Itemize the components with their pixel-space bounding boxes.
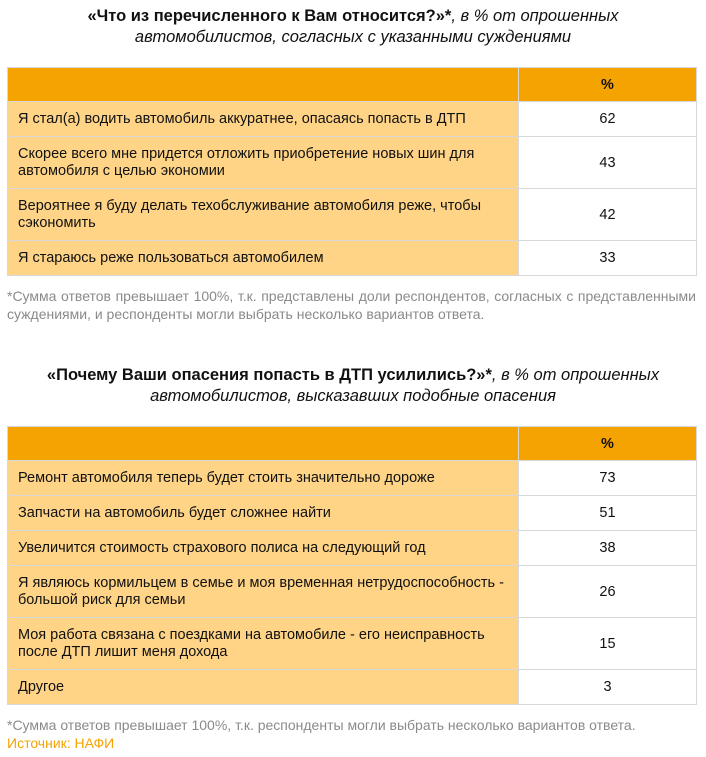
row-label: Увеличится стоимость страхового полиса на следующий год xyxy=(8,531,519,566)
row-label: Ремонт автомобиля теперь будет стоить значительно дороже xyxy=(8,461,519,496)
row-value: 51 xyxy=(519,496,697,531)
section2-footnote: *Сумма ответов превышает 100%, т.к. респонденты могли выбрать несколько вариантов ответа. xyxy=(7,717,636,733)
table-row xyxy=(8,670,697,705)
table-row xyxy=(8,189,697,241)
header-blank-cell xyxy=(8,68,519,102)
table-row xyxy=(8,241,697,276)
row-label: Другое xyxy=(8,670,519,705)
table-row xyxy=(8,137,697,189)
row-value: 26 xyxy=(519,566,697,618)
section2-question: «Почему Ваши опасения попасть в ДТП усилились?» xyxy=(46,366,486,384)
section2-desc-line1: , в % от опрошенных xyxy=(491,366,660,384)
row-value: 33 xyxy=(519,241,697,276)
table-row xyxy=(8,496,697,531)
table-section2 xyxy=(7,426,697,705)
row-label: Моя работа связана с поездками на автомобиле - его неисправность после ДТП лишит меня дохода xyxy=(8,618,519,670)
row-value: 38 xyxy=(519,531,697,566)
section1-desc-line2: автомобилистов, согласных с указанными суждениями xyxy=(134,28,572,46)
table-row xyxy=(8,531,697,566)
section2-star: * xyxy=(485,366,492,384)
header-blank-cell xyxy=(8,427,519,461)
row-value: 3 xyxy=(519,670,697,705)
section1-question: «Что из перечисленного к Вам относится?» xyxy=(87,7,445,25)
row-label: Запчасти на автомобиль будет сложнее найти xyxy=(8,496,519,531)
table-row xyxy=(8,102,697,137)
section1-desc-line1: , в % от опрошенных xyxy=(451,7,619,25)
row-value: 42 xyxy=(519,189,697,241)
row-label: Я стал(а) водить автомобиль аккуратнее, опасаясь попасть в ДТП xyxy=(8,102,519,137)
section1-footnote: *Сумма ответов превышает 100%, т.к. представлены доли респондентов, согласных с представленными суждениями, и респонденты могли выбрать несколько вариантов ответа. xyxy=(7,288,696,322)
row-label: Я стараюсь реже пользоваться автомобилем xyxy=(8,241,519,276)
row-value: 73 xyxy=(519,461,697,496)
table-row xyxy=(8,566,697,618)
table-row xyxy=(8,618,697,670)
section1-title xyxy=(0,6,706,48)
row-value: 43 xyxy=(519,137,697,189)
row-label: Скорее всего мне придется отложить приобретение новых шин для автомобиля с целью экономии xyxy=(8,137,519,189)
table-section1 xyxy=(7,67,697,276)
header-percent: % xyxy=(519,68,697,102)
table-header-row xyxy=(8,68,697,102)
section2-title xyxy=(0,365,706,407)
source-label: Источник: НАФИ xyxy=(7,735,115,751)
row-value: 15 xyxy=(519,618,697,670)
header-percent: % xyxy=(519,427,697,461)
row-value: 62 xyxy=(519,102,697,137)
table-header-row xyxy=(8,427,697,461)
row-label: Вероятнее я буду делать техобслуживание автомобиля реже, чтобы сэкономить xyxy=(8,189,519,241)
table-row xyxy=(8,461,697,496)
section1-star: * xyxy=(444,7,452,25)
row-label: Я являюсь кормильцем в семье и моя временная нетрудоспособность - большой риск для семьи xyxy=(8,566,519,618)
section2-desc-line2: автомобилистов, высказавших подобные опасения xyxy=(150,387,556,405)
